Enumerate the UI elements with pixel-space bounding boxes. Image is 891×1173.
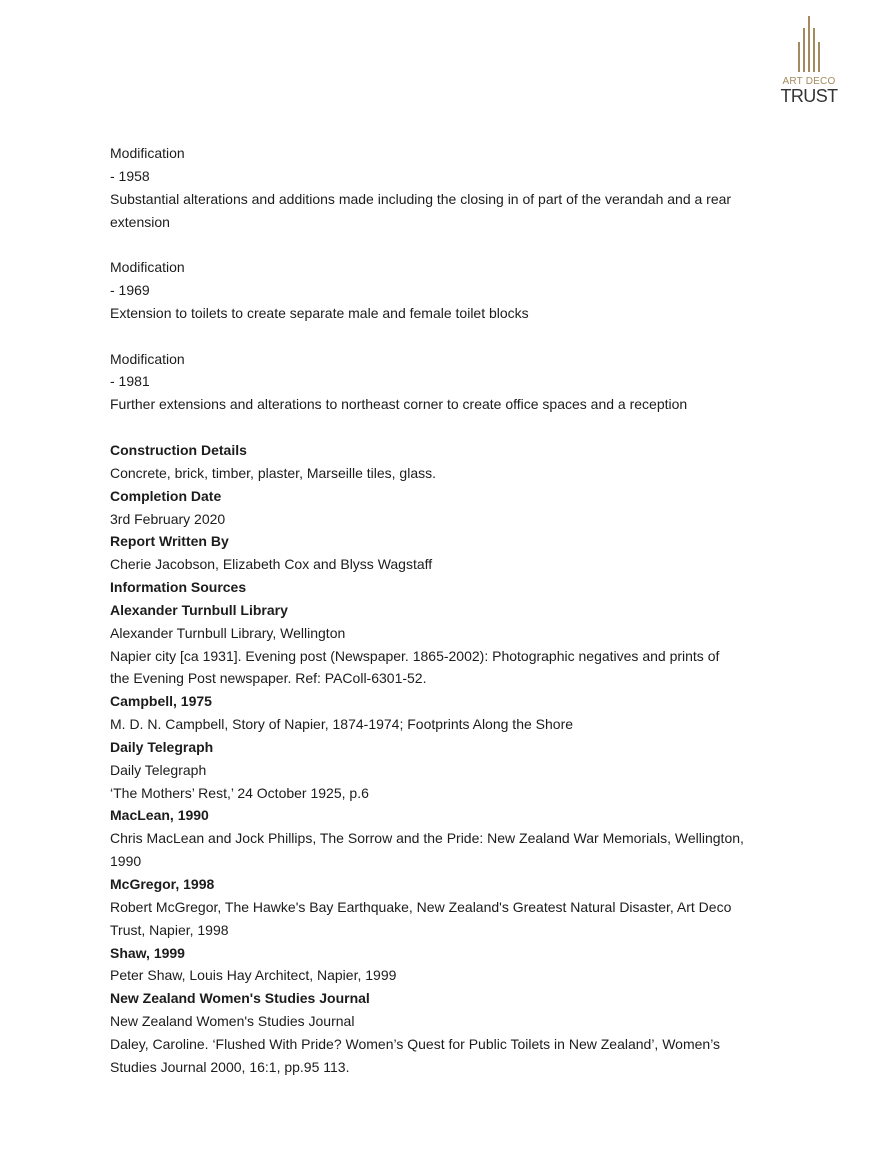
source-title: Alexander Turnbull Library (110, 601, 288, 618)
source-campbell-1975 (110, 690, 810, 736)
source-line: the Evening Post newspaper. Ref: PAColl-6301-52. (110, 670, 427, 687)
modification-heading: Modification (110, 350, 185, 367)
source-line: Daily Telegraph (110, 761, 207, 778)
modification-1981 (110, 348, 810, 417)
art-deco-tower-icon (796, 16, 822, 72)
source-title: New Zealand Women's Studies Journal (110, 990, 370, 1007)
modification-year: - 1969 (110, 282, 150, 299)
modification-year: - 1981 (110, 373, 150, 390)
source-line: Chris MacLean and Jock Phillips, The Sorrow and the Pride: New Zealand War Memorials, Wellington, (110, 830, 744, 847)
source-mcgregor-1998 (110, 873, 810, 942)
modification-heading: Modification (110, 259, 185, 276)
source-line: M. D. N. Campbell, Story of Napier, 1874-1974; Footprints Along the Shore (110, 716, 574, 733)
logo-text-art-deco: ART DECO (782, 76, 836, 87)
source-maclean-1990 (110, 804, 810, 873)
source-line: Robert McGregor, The Hawke's Bay Earthquake, New Zealand's Greatest Natural Disaster, Art Deco (110, 898, 732, 915)
source-title: Daily Telegraph (110, 738, 214, 755)
source-title: McGregor, 1998 (110, 876, 215, 892)
source-daily-telegraph (110, 736, 810, 805)
modification-description: Extension to toilets to create separate male and female toilet blocks (110, 304, 529, 321)
logo-text-trust: TRUST (780, 86, 838, 106)
source-line: Studies Journal 2000, 16:1, pp.95 113. (110, 1058, 350, 1075)
source-line: Peter Shaw, Louis Hay Architect, Napier, 1999 (110, 967, 397, 984)
report-written-by-label: Report Written By (110, 533, 229, 550)
art-deco-trust-logo (776, 16, 842, 108)
modification-description: Further extensions and alterations to northeast corner to create office spaces and a reception (110, 396, 688, 413)
completion-date-label: Completion Date (110, 487, 222, 504)
modification-year: - 1958 (110, 167, 150, 184)
construction-details-label: Construction Details (110, 441, 247, 458)
source-line: 1990 (110, 853, 142, 870)
source-alexander-turnbull-library (110, 599, 810, 690)
completion-date-value: 3rd February 2020 (110, 510, 226, 527)
modification-heading: Modification (110, 145, 185, 161)
source-line: Alexander Turnbull Library, Wellington (110, 624, 346, 641)
modification-1958 (110, 142, 810, 233)
source-nz-womens-studies-journal (110, 987, 810, 1078)
source-line: Trust, Napier, 1998 (110, 921, 229, 938)
modification-description: Substantial alterations and additions made including the closing in of part of the verandah and a rear (110, 190, 732, 207)
source-line: ‘The Mothers’ Rest,’ 24 October 1925, p.6 (110, 784, 369, 801)
report-written-by-value: Cherie Jacobson, Elizabeth Cox and Blyss Wagstaff (110, 556, 433, 573)
source-line: Daley, Caroline. ‘Flushed With Pride? Women’s Quest for Public Toilets in New Zealand’, Women’s (110, 1035, 721, 1052)
document-body (110, 142, 810, 1079)
source-line: Napier city [ca 1931]. Evening post (Newspaper. 1865-2002): Photographic negatives and prints of (110, 647, 720, 664)
source-title: Campbell, 1975 (110, 693, 212, 710)
construction-details-value: Concrete, brick, timber, plaster, Marseille tiles, glass. (110, 464, 437, 481)
source-title: MacLean, 1990 (110, 807, 209, 824)
information-sources-label: Information Sources (110, 579, 247, 596)
construction-details (110, 439, 810, 599)
source-line: New Zealand Women's Studies Journal (110, 1013, 355, 1030)
source-shaw-1999 (110, 942, 810, 988)
modification-1969 (110, 256, 810, 325)
source-title: Shaw, 1999 (110, 944, 185, 961)
modification-description: extension (110, 213, 170, 230)
